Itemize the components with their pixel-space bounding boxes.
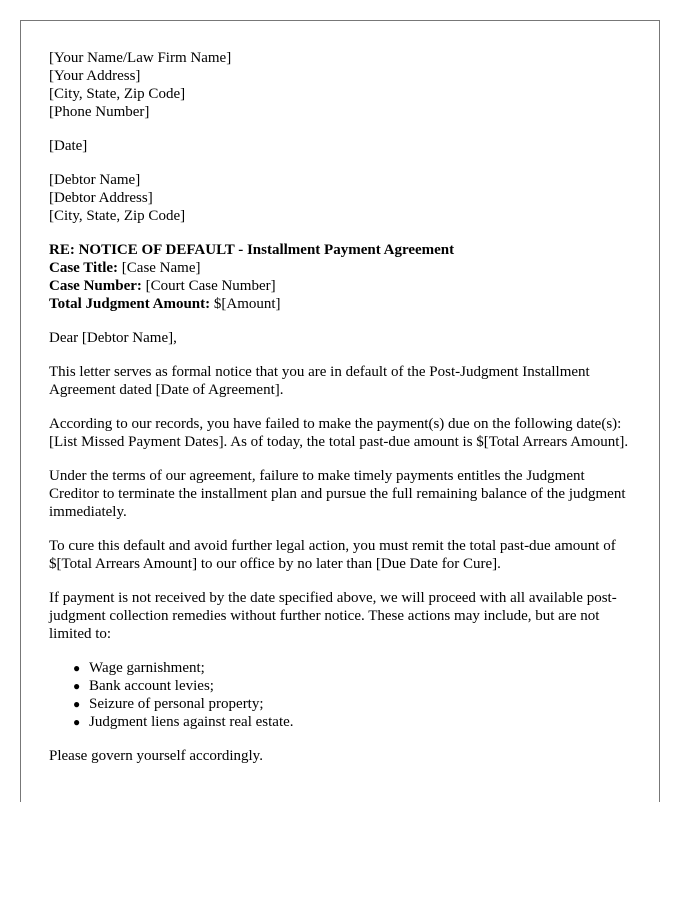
list-item [73, 695, 631, 713]
remedy-text: Wage garnishment; [89, 660, 205, 676]
list-item [73, 659, 631, 677]
letter-date: [Date] [49, 138, 88, 154]
letter-page [20, 20, 660, 802]
salutation: Dear [Debtor Name], [49, 330, 177, 346]
re-block [49, 241, 631, 313]
case-number-label: Case Number: [49, 278, 142, 294]
case-title-value: [Case Name] [118, 260, 201, 276]
remedy-text: Seizure of personal property; [89, 696, 264, 712]
sender-city-state-zip: [City, State, Zip Code] [49, 86, 186, 102]
remedy-text: Bank account levies; [89, 678, 214, 694]
remedies-list [49, 659, 631, 731]
sender-phone: [Phone Number] [49, 104, 150, 120]
list-item [73, 713, 631, 731]
paragraph-cure-default: To cure this default and avoid further legal action, you must remit the total past-due amount of $[Total Arrears Amount] to our office by no later than [Due Date for Cure]. [49, 538, 616, 572]
recipient-name: [Debtor Name] [49, 172, 141, 188]
bullet-icon: ● [73, 679, 81, 693]
judgment-amount-value: $[Amount] [210, 296, 281, 312]
recipient-block [49, 171, 631, 225]
paragraph-collection-remedies: If payment is not received by the date specified above, we will proceed with all available post-judgment collection remedies without further notice. These actions may include, but are not limited to: [49, 590, 617, 642]
date-block [49, 137, 631, 155]
recipient-city-state-zip: [City, State, Zip Code] [49, 208, 186, 224]
case-number-line [49, 277, 631, 295]
sender-name: [Your Name/Law Firm Name] [49, 50, 232, 66]
bullet-icon: ● [73, 697, 81, 711]
re-subject-text: RE: NOTICE OF DEFAULT - Installment Payment Agreement [49, 242, 455, 258]
case-title-line [49, 259, 631, 277]
paragraph-default-notice: This letter serves as formal notice that you are in default of the Post-Judgment Installment Agreement dated [Date of Agreement]. [49, 364, 590, 398]
paragraph-agreement-terms: Under the terms of our agreement, failure to make timely payments entitles the Judgment Creditor to terminate the installment plan and pursue the full remaining balance of the judgment immediately. [49, 468, 626, 520]
paragraph-missed-payments: According to our records, you have failed to make the payment(s) due on the following date(s): [List Missed Payment Dates]. As of today, the total past-due amount is $[Total Arrears Amount]. [49, 416, 629, 450]
sender-block [49, 49, 631, 121]
closing-line: Please govern yourself accordingly. [49, 748, 263, 764]
case-number-value: [Court Case Number] [141, 278, 276, 294]
judgment-amount-label: Total Judgment Amount: [49, 296, 211, 312]
recipient-address: [Debtor Address] [49, 190, 153, 206]
case-title-label: Case Title: [49, 260, 119, 276]
sender-address: [Your Address] [49, 68, 141, 84]
bullet-icon: ● [73, 715, 81, 729]
remedy-text: Judgment liens against real estate. [89, 714, 294, 730]
list-item [73, 677, 631, 695]
bullet-icon: ● [73, 661, 81, 675]
re-subject [49, 241, 631, 259]
judgment-amount-line [49, 295, 631, 313]
